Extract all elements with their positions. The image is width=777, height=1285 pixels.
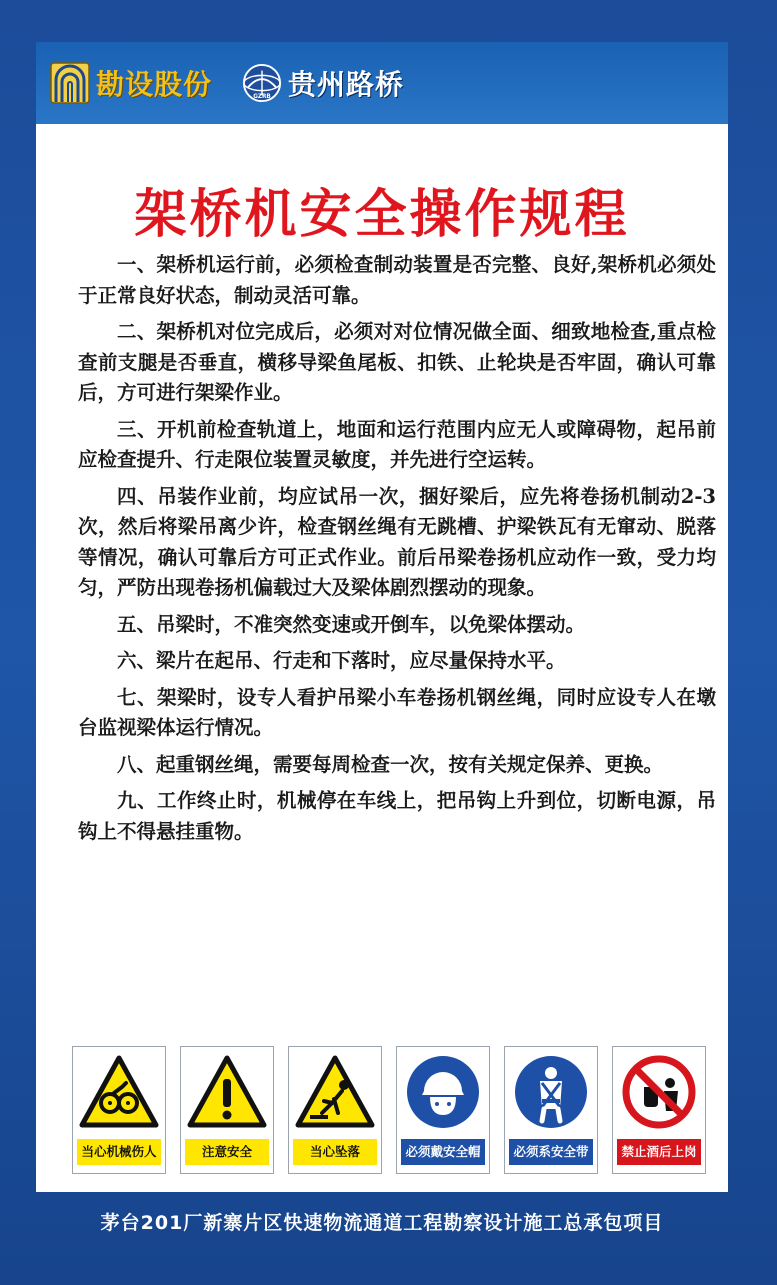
machinery-hazard-icon <box>78 1053 160 1131</box>
sign-label-falling: 当心坠落 <box>293 1139 377 1165</box>
sign-label-machinery: 当心机械伤人 <box>77 1139 161 1165</box>
safety-signs-row <box>72 1046 706 1174</box>
rule-9: 九、工作终止时，机械停在车线上，把吊钩上升到位，切断电源，吊钩上不得悬挂重物。 <box>78 789 716 843</box>
sign-label-helmet: 必须戴安全帽 <box>401 1139 485 1165</box>
logo-gzlq <box>242 62 404 104</box>
sign-caution <box>180 1046 274 1174</box>
gzrb-globe-icon <box>242 62 282 104</box>
rule-7: 七、架梁时，设专人看护吊梁小车卷扬机钢丝绳，同时应设专人在墩台监视梁体运行情况。 <box>78 685 716 739</box>
sign-harness <box>504 1046 598 1174</box>
sign-label-no-drinking: 禁止酒后上岗 <box>617 1139 701 1165</box>
rules-list <box>78 250 716 853</box>
sign-helmet <box>396 1046 490 1174</box>
sign-no-drinking <box>612 1046 706 1174</box>
gzrb-badge-text: GZRB <box>253 94 271 101</box>
rule-5: 五、吊梁时，不准突然变速或开倒车，以免梁体摆动。 <box>117 612 586 636</box>
falling-hazard-icon <box>294 1053 376 1131</box>
header-bar <box>36 42 728 124</box>
safety-helmet-icon <box>402 1053 484 1131</box>
exclamation-warning-icon <box>186 1053 268 1131</box>
safety-harness-icon <box>510 1053 592 1131</box>
rule-8: 八、起重钢丝绳，需要每周检查一次，按有关规定保养、更换。 <box>117 752 664 776</box>
rule-4: 四、吊装作业前，均应试吊一次，捆好梁后，应先将卷扬机制动2-3次，然后将梁吊离少许，检查钢丝绳有无跳槽、护梁铁瓦有无窜动、脱落等情况，确认可靠后方可正式作业。前后吊梁卷扬机应动作一致，受力均匀，严防出现卷扬机偏载过大及梁体剧烈摆动的现象。 <box>78 484 716 599</box>
no-drinking-icon <box>618 1053 700 1131</box>
sign-machinery-hazard <box>72 1046 166 1174</box>
logo-kanshe <box>50 62 212 104</box>
sign-label-harness: 必须系安全带 <box>509 1139 593 1165</box>
rule-1: 一、架桥机运行前，必须检查制动装置是否完整、良好,架桥机必须处于正常良好状态，制动灵活可靠。 <box>78 253 716 307</box>
project-footer: 茅台201厂新寨片区快速物流通道工程勘察设计施工总承包项目 <box>100 1211 664 1234</box>
rule-6: 六、梁片在起吊、行走和下落时，应尽量保持水平。 <box>117 649 566 672</box>
content-panel <box>36 124 728 1192</box>
rule-2: 二、架桥机对位完成后，必须对对位情况做全面、细致地检查,重点检查前支腿是否垂直，横移导梁鱼尾板、扣铁、止轮块是否牢固，确认可靠后，方可进行架梁作业。 <box>78 320 716 404</box>
logo-text-gzlq: 贵州路桥 <box>288 68 405 101</box>
tunnel-arch-icon <box>50 62 90 104</box>
sign-label-caution: 注意安全 <box>185 1139 269 1165</box>
sign-falling <box>288 1046 382 1174</box>
rule-3: 三、开机前检查轨道上，地面和运行范围内应无人或障碍物，起吊前应检查提升、行走限位装置灵敏度，并先进行空运转。 <box>78 417 716 471</box>
page-title: 架桥机安全操作规程 <box>134 185 630 245</box>
logo-text-kanshe: 勘设股份 <box>96 68 213 101</box>
